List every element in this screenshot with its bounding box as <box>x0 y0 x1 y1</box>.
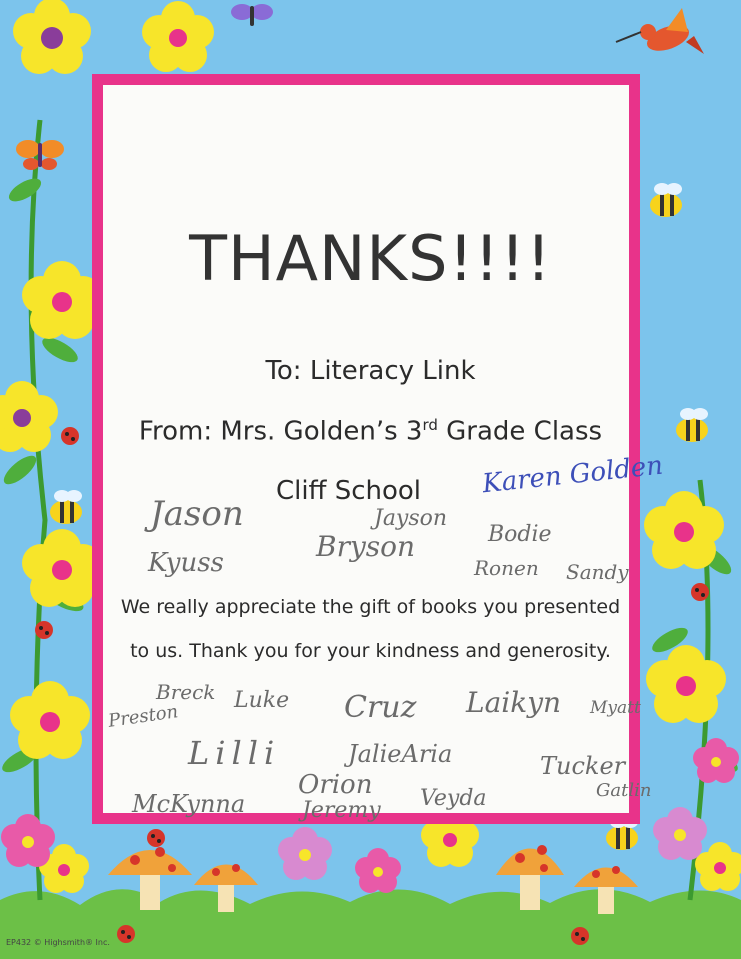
signature: Laikyn <box>466 686 562 719</box>
from-prefix: From: Mrs. Golden’s 3 <box>138 416 423 447</box>
bee-icon <box>650 183 682 217</box>
to-line: To: Literacy Link <box>265 356 476 386</box>
card-title: THANKS!!!! <box>189 222 552 295</box>
signature: Gatlin <box>596 780 652 801</box>
pink-flower <box>355 848 401 893</box>
signature: Jason <box>150 494 244 534</box>
yellow-flower <box>695 842 741 891</box>
from-ordinal-suffix: rd <box>422 416 438 434</box>
signature: Jayson <box>374 506 448 531</box>
signature: Orion <box>298 770 373 800</box>
signature: Bryson <box>316 530 416 563</box>
signature: Ronen <box>474 556 539 580</box>
yellow-flower <box>10 681 90 759</box>
hummingbird-icon <box>616 8 704 56</box>
ladybug-icon <box>571 927 589 945</box>
from-line <box>0 416 741 447</box>
signature: Preston <box>106 701 180 732</box>
signature: JalieAria <box>348 740 453 768</box>
signature-teacher: Karen Golden <box>480 450 665 500</box>
signature: Lilli <box>188 734 281 772</box>
message-line-2: to us. Thank you for your kindness and generosity. <box>130 640 611 662</box>
butterfly-icon <box>231 4 273 26</box>
signature: Luke <box>234 688 290 713</box>
ladybug-icon <box>117 925 135 943</box>
ladybug-icon <box>35 621 53 639</box>
signature: Breck <box>156 680 216 704</box>
from-suffix: Grade Class <box>437 416 603 447</box>
signature: Jeremy <box>302 798 381 823</box>
pink-flower <box>278 827 332 880</box>
signature: Tucker <box>540 752 626 780</box>
butterfly-icon <box>16 140 64 170</box>
ladybug-icon <box>147 829 165 847</box>
pink-flower <box>1 814 55 867</box>
signature: Kyuss <box>148 548 224 578</box>
signature: Veyda <box>420 786 487 811</box>
school-name: Cliff School <box>275 476 422 506</box>
yellow-flower <box>142 1 214 72</box>
publisher-imprint: EP432 © Highsmith® Inc. <box>6 938 110 947</box>
signature: Bodie <box>488 522 552 547</box>
grass-strip <box>0 889 741 959</box>
yellow-flower <box>13 0 91 74</box>
pink-flower <box>693 738 739 783</box>
message-line-1: We really appreciate the gift of books you presented <box>120 596 621 618</box>
signature: Cruz <box>344 690 417 725</box>
signature: Myatt <box>590 698 641 718</box>
signature: McKynna <box>132 790 246 818</box>
signature: Sandy <box>566 560 629 584</box>
